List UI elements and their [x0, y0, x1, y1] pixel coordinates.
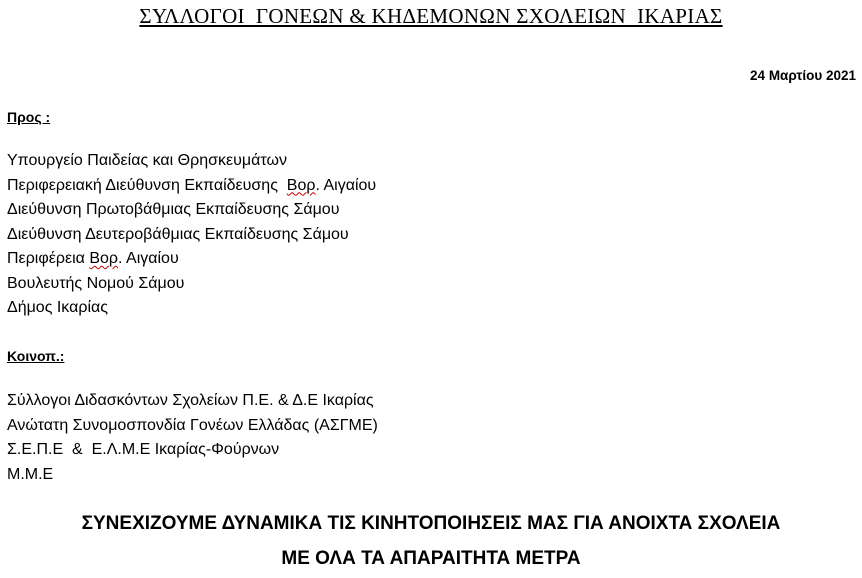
slogan-line-2: ΜΕ ΟΛΑ ΤΑ ΑΠΑΡΑΙΤΗΤΑ ΜΕΤΡΑ [281, 548, 581, 569]
cc-list [7, 389, 378, 487]
recipient-secondary-directorate: Διεύθυνση Δευτεροβάθμιας Εκπαίδευσης Σάμου [7, 225, 349, 243]
cc-parents-confederation: Ανώτατη Συνομοσπονδία Γονέων Ελλάδας (ΑΣΓΜΕ) [7, 416, 378, 434]
cc-label: Κοινοπ.: [7, 348, 65, 364]
recipient-regional-directorate: Περιφερειακή Διεύθυνση Εκπαίδευσης Βορ. Αιγαίου [7, 176, 377, 194]
spellcheck-underline: Βορ [286, 176, 316, 194]
recipient-ministry: Υπουργείο Παιδείας και Θρησκευμάτων [7, 152, 287, 169]
cc-media: Μ.Μ.Ε [7, 465, 54, 483]
document-date: 24 Μαρτίου 2021 [750, 68, 856, 83]
slogan-line-1: ΣΥΝΕΧΙΖΟΥΜΕ ΔΥΝΑΜΙΚΑ ΤΙΣ ΚΙΝΗΤΟΠΟΙΗΣΕΙΣ ΜΑΣ ΓΙΑ ΑΝΟΙΧΤΑ ΣΧΟΛΕΙΑ [81, 513, 781, 534]
cc-teacher-unions: Σ.Ε.Π.Ε & Ε.Λ.Μ.Ε Ικαρίας-Φούρνων [7, 441, 280, 458]
recipient-municipality: Δήμος Ικαρίας [7, 299, 108, 316]
recipient-region: Περιφέρεια Βορ. Αιγαίου [7, 250, 179, 267]
recipients-list [7, 149, 376, 321]
recipient-mp: Βουλευτής Νομού Σάμου [7, 274, 185, 292]
to-label: Προς : [7, 109, 51, 125]
spellcheck-underline: Βορ [89, 250, 119, 267]
cc-teachers-associations: Σύλλογοι Διδασκόντων Σχολείων Π.Ε. & Δ.Ε Ικαρίας [7, 392, 374, 409]
document-heading: ΣΥΛΛΟΓΟΙ ΓΟΝΕΩΝ & ΚΗΔΕΜΟΝΩΝ ΣΧΟΛΕΙΩΝ ΙΚΑΡΙΑΣ [139, 4, 723, 28]
recipient-primary-directorate: Διεύθυνση Πρωτοβάθμιας Εκπαίδευσης Σάμου [7, 201, 340, 218]
